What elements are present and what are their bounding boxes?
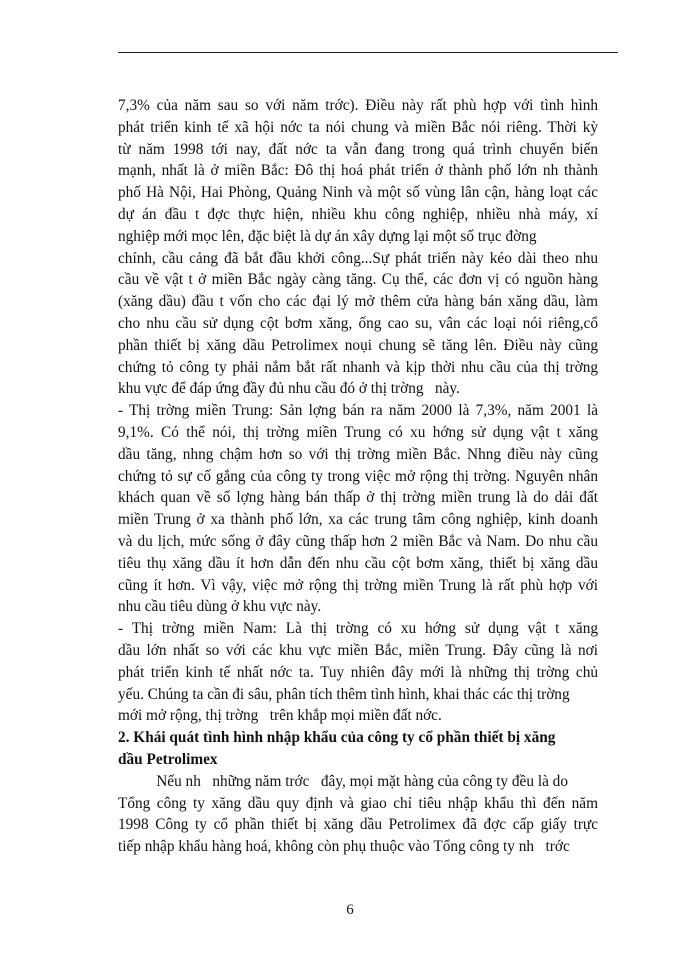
text-line: Tổng công ty xăng dầu quy định và giao chỉ tiêu nhập khẩu thì đến năm — [118, 794, 598, 812]
text-line: phát triển kinh tế xã hội nớc ta nói chung và miền Bắc nói riêng. Thời kỳ — [118, 118, 598, 136]
body-text — [118, 95, 598, 858]
text-line: chứng tỏ công ty phải nắm bắt rất nhanh và kịp thời nhu cầu của thị trờng — [118, 358, 598, 376]
text-line: dầu lớn nhất so với các khu vực miền Bắc, miền Trung. Đây cũng là nơi — [118, 641, 598, 659]
text-line: mới mở rộng, thị trờng trên khắp mọi miền đất nớc. — [118, 707, 442, 725]
text-line: và du lịch, mức sống ở đây cũng thấp hơn 2 miền Bắc và Nam. Do nhu cầu — [118, 532, 598, 550]
text-line: - Thị trờng miền Nam: Là thị trờng có xu hớng sử dụng vật t xăng — [118, 620, 598, 638]
text-line: phát triển kinh tế nhất nớc ta. Tuy nhiên đây mới là những thị trờng chủ — [118, 663, 598, 681]
text-line: dự án đầu t đợc thực hiện, nhiều khu công nghiệp, nhiều nhà máy, xí — [118, 205, 598, 223]
text-line: 9,1%. Có thể nói, thị trờng miền Trung có xu hớng sử dụng vật t xăng — [118, 423, 598, 441]
text-line: yếu. Chúng ta cần đi sâu, phân tích thêm tình hình, khai thác các thị trờng — [118, 685, 570, 703]
text-line: tiếp nhập khẩu hàng hoá, không còn phụ thuộc vào Tổng công ty nh trớc — [118, 838, 570, 856]
text-line: (xăng dầu) đầu t vốn cho các đại lý mở thêm cửa hàng bán xăng dầu, làm — [118, 293, 598, 311]
text-line: - Thị trờng miền Trung: Sản lợng bán ra năm 2000 là 7,3%, năm 2001 là — [118, 402, 598, 420]
text-line: miền Trung ở xa thành phố lớn, xa các trung tâm công nghiệp, kinh doanh — [118, 511, 598, 529]
text-line: chứng tỏ sự cố gắng của công ty trong việc mở rộng thị trờng. Nguyên nhân — [118, 467, 598, 485]
text-line: cũng ít hơn. Vì vậy, việc mở rộng thị trờng miền Trung là rất phù hợp với — [118, 576, 598, 594]
section-heading-line: dầu Petrolimex — [118, 750, 218, 768]
text-line: cầu về vật t ở miền Bắc ngày càng tăng. Cụ thể, các đơn vị có nguồn hàng — [118, 271, 598, 289]
text-line: nhu cầu tiêu dùng ở khu vực này. — [118, 598, 322, 616]
text-line: dầu tăng, nhng chậm hơn so với thị trờng miền Bắc. Nhng điều này cũng — [118, 445, 598, 463]
text-line: khách quan về số lợng hàng bán thấp ở thị trờng miền trung là do dải đất — [118, 489, 598, 507]
section-heading-line: 2. Khái quát tình hình nhập khẩu của công ty cổ phần thiết bị xăng — [118, 729, 556, 747]
text-line: mạnh, nhất là ở miền Bắc: Đô thị hoá phát triển ở thành phố lớn nh thành — [118, 162, 598, 180]
page-number: 6 — [346, 902, 354, 918]
header-rule — [118, 52, 618, 53]
text-line: chính, cầu cảng đã bắt đầu khởi công...Sự phát triển này kéo dài theo nhu — [118, 249, 598, 267]
text-line: cho nhu cầu sử dụng cột bơm xăng, ống cao su, vân các loại nói riêng,cổ — [118, 314, 598, 332]
text-line: nghiệp mới mọc lên, đặc biệt là dự án xây dựng lại một số trục đờng — [118, 227, 537, 245]
text-line: phần thiết bị xăng dầu Petrolimex noụi chung sẽ tăng lên. Điều này cũng — [118, 336, 598, 354]
text-line: Nếu nh những năm trớc đây, mọi mặt hàng của công ty đều là do — [118, 772, 568, 790]
text-line: khu vực để đáp ứng đầy đủ nhu cầu đó ở thị trờng này. — [118, 380, 460, 398]
text-line: phố Hà Nội, Hai Phòng, Quảng Ninh và một số vùng lân cận, hàng loạt các — [118, 184, 598, 202]
text-line: 7,3% của năm sau so với năm trớc). Điều này rất phù hợp với tình hình — [118, 97, 598, 114]
text-line: 1998 Công ty cổ phần thiết bị xăng dầu Petrolimex đã đợc cấp giấy trực — [118, 816, 598, 834]
text-line: tiêu thụ xăng dầu ít hơn dẫn đến nhu cầu cột bơm xăng, thiết bị xăng dầu — [118, 554, 598, 572]
text-line: từ năm 1998 tới nay, đất nớc ta vẫn đang trong quá trình chuyển biến — [118, 140, 598, 158]
